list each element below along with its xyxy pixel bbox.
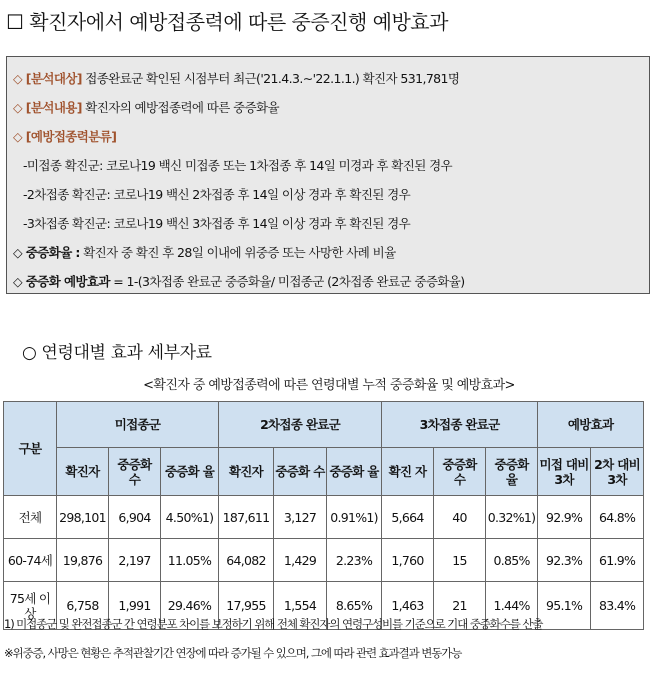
table-cell: 4.50%1) — [161, 496, 219, 539]
table-cell: 64,082 — [219, 539, 274, 582]
info-classification-line — [13, 122, 643, 151]
table-cell: 3,127 — [274, 496, 327, 539]
table-cell: 95.1% — [538, 582, 591, 630]
table-cell: 15 — [434, 539, 486, 582]
table-cell: 2.23% — [327, 539, 382, 582]
footnote-caveat: ※위중증, 사망은 현황은 추적관찰기간 연장에 따라 증가될 수 있으며, 그에 따라 관련 효과결과 변동가능 — [4, 646, 462, 660]
table-cell: 19,876 — [57, 539, 109, 582]
subheader-effect-vs-unvaccinated: 미접 대비 3차 — [538, 448, 591, 496]
table-cell: 17,955 — [219, 582, 274, 630]
subheader-cases: 확진 자 — [382, 448, 434, 496]
row-label: 전체 — [4, 496, 57, 539]
info-severity-rate-label: ◇ 중증화율 : — [13, 245, 80, 260]
table-cell: 1,991 — [109, 582, 161, 630]
table-cell: 1,760 — [382, 539, 434, 582]
table-cell: 21 — [434, 582, 486, 630]
info-target-tag: ◇ [분석대상] — [13, 71, 82, 86]
subheader-severe-count: 중증화 수 — [434, 448, 486, 496]
table-cell: 61.9% — [591, 539, 644, 582]
info-effect-label: ◇ 중증화 예방효과 — [13, 274, 110, 289]
table-cell: 40 — [434, 496, 486, 539]
info-severity-rate-text: 확진자 중 확진 후 28일 이내에 위중증 또는 사망한 사례 비율 — [79, 245, 396, 260]
table-cell: 1.44% — [486, 582, 538, 630]
header-unvaccinated-group: 미접종군 — [57, 402, 219, 448]
table-cell: 1,463 — [382, 582, 434, 630]
table-cell: 6,758 — [57, 582, 109, 630]
info-content-text: 확진자의 예방접종력에 따른 중증화율 — [81, 100, 280, 115]
header-third-dose-group: 3차접종 완료군 — [382, 402, 538, 448]
table-cell: 1,554 — [274, 582, 327, 630]
table-cell: 64.8% — [591, 496, 644, 539]
table-cell: 92.3% — [538, 539, 591, 582]
section-subheading: ○ 연령대별 효과 세부자료 — [22, 343, 212, 363]
table-cell: 83.4% — [591, 582, 644, 630]
table-cell: 0.91%1) — [327, 496, 382, 539]
info-content-tag: ◇ [분석내용] — [13, 100, 82, 115]
footnote-adjustment: 1) 미접종군 및 완전접종군 간 연령분포 차이를 보정하기 위해 전체 확진자의 연령구성비를 기준으로 기대 중증화수를 산출 — [4, 617, 543, 631]
info-unvaccinated-def: -미접종 확진군: 코로나19 백신 미접종 또는 1차접종 후 14일 미경과 후 확진된 경우 — [23, 158, 453, 173]
header-effect-group: 예방효과 — [538, 402, 644, 448]
table-row — [4, 539, 644, 582]
subheader-severe-rate: 중증화 율 — [486, 448, 538, 496]
subheader-severe-rate: 중증화 율 — [161, 448, 219, 496]
subheader-severe-count: 중증화 수 — [274, 448, 327, 496]
row-label: 60-74세 — [4, 539, 57, 582]
subheader-cases: 확진자 — [57, 448, 109, 496]
table-cell: 8.65% — [327, 582, 382, 630]
table-cell: 92.9% — [538, 496, 591, 539]
info-target-line — [13, 64, 643, 93]
info-classification-tag: ◇ [예방접종력분류] — [13, 129, 117, 144]
info-third-dose-def: -3차접종 확진군: 코로나19 백신 3차접종 후 14일 이상 경과 후 확진된 경우 — [23, 216, 411, 231]
info-content-line — [13, 93, 643, 122]
info-target-text: 접종완료군 확인된 시점부터 최근('21.4.3.∼'22.1.1.) 확진자 531,781명 — [81, 71, 460, 86]
header-category: 구분 — [4, 402, 57, 496]
info-severity-rate-line — [13, 238, 643, 267]
table-row — [4, 496, 644, 539]
table-cell: 29.46% — [161, 582, 219, 630]
header-second-dose-group: 2차접종 완료군 — [219, 402, 382, 448]
info-effect-line — [13, 267, 643, 296]
table-cell: 11.05% — [161, 539, 219, 582]
table-cell: 298,101 — [57, 496, 109, 539]
table-cell: 1,429 — [274, 539, 327, 582]
table-cell: 0.32%1) — [486, 496, 538, 539]
table-cell: 6,904 — [109, 496, 161, 539]
table-cell: 2,197 — [109, 539, 161, 582]
row-label: 75세 이상 — [4, 582, 57, 630]
subheader-severe-count: 중증화 수 — [109, 448, 161, 496]
info-effect-text: = 1-(3차접종 완료군 중증화율/ 미접종군 (2차접종 완료군 중증화율) — [109, 274, 465, 289]
analysis-info-box — [6, 56, 650, 294]
subheader-effect-vs-second: 2차 대비 3차 — [591, 448, 644, 496]
table-cell: 0.85% — [486, 539, 538, 582]
info-second-dose-def: -2차접종 확진군: 코로나19 백신 2차접종 후 14일 이상 경과 후 확진된 경우 — [23, 187, 411, 202]
table-cell: 5,664 — [382, 496, 434, 539]
table-caption: <확진자 중 예방접종력에 따른 연령대별 누적 중증화율 및 예방효과> — [143, 378, 515, 393]
table-group-header-row — [4, 402, 644, 448]
age-effect-table — [3, 401, 644, 630]
subheader-severe-rate: 중증화 율 — [327, 448, 382, 496]
table-sub-header-row — [4, 448, 644, 496]
table-cell: 187,611 — [219, 496, 274, 539]
page-title: ☐ 확진자에서 예방접종력에 따른 중증진행 예방효과 — [6, 10, 448, 34]
subheader-cases: 확진자 — [219, 448, 274, 496]
